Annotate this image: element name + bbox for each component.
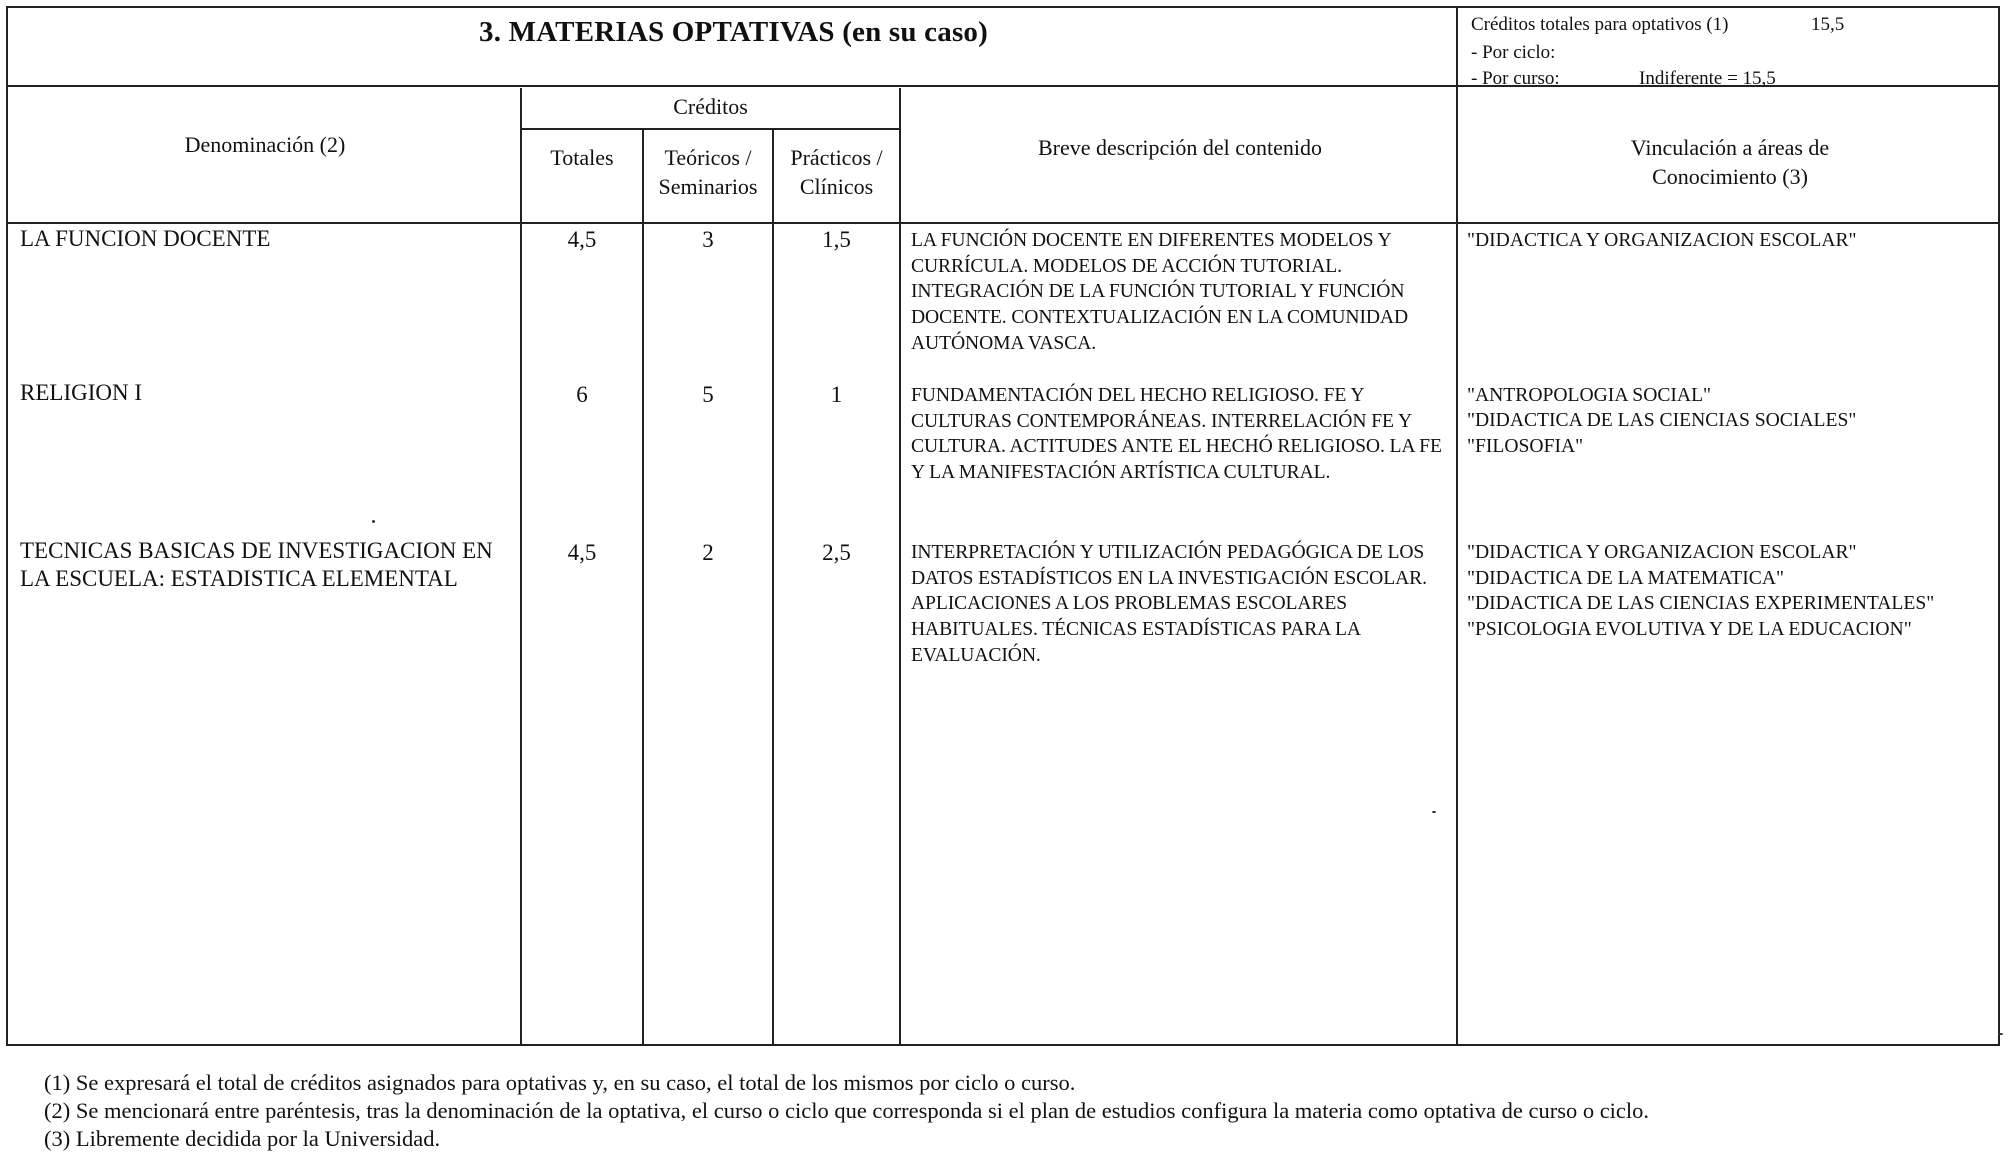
summary-ciclo-label: - Por ciclo:	[1471, 42, 1556, 63]
row-2-name: RELIGION I	[20, 380, 142, 405]
row-1-teoricos: 3	[702, 227, 714, 252]
header-vinculacion: Vinculación a áreas de Conocimiento (3)	[1630, 135, 1830, 189]
header-practicos: Prácticos / Clínicos	[790, 145, 883, 199]
row-1-practicos: 1,5	[822, 227, 851, 252]
footnote-3: (3) Libremente decidida por la Universidad.	[44, 1126, 441, 1151]
row-1-area-1: "DIDACTICA Y ORGANIZACION ESCOLAR"	[1467, 230, 1857, 251]
col-divider-4	[899, 88, 901, 1046]
header-descripcion: Breve descripción del contenido	[1037, 135, 1323, 160]
header-bottom-rule	[6, 222, 2000, 224]
row-3-name: TECNICAS BASICAS DE INVESTIGACION EN LA ESCUELA: ESTADISTICA ELEMENTAL	[20, 538, 493, 591]
page-title: 3. MATERIAS OPTATIVAS (en su caso)	[479, 16, 988, 48]
summary-total-label: Créditos totales para optativos (1)	[1471, 14, 1729, 35]
header-teoricos: Teóricos / Seminarios	[658, 145, 758, 199]
row-3-teoricos: 2	[702, 540, 714, 565]
row-2-totales: 6	[576, 382, 588, 407]
summary-curso-label: - Por curso:	[1471, 68, 1560, 89]
row-3-description: INTERPRETACIÓN Y UTILIZACIÓN PEDAGÓGICA DE LOS DATOS ESTADÍSTICOS EN LA INVESTIGACIÓN ESCOLAR. APLICACIONES A LOS PROBLEMAS ESCOLARES HABITUALES. TÉCNICAS ESTADÍSTICAS PARA LA EVALUACIÓN.	[911, 542, 1427, 666]
footnote-2: (2) Se mencionará entre paréntesis, tras la denominación de la optativa, el curso o ciclo que corresponda si el plan de estudios configura la materia como optativa de curso o ciclo.	[44, 1098, 1650, 1123]
summary-total-value: 15,5	[1811, 14, 1845, 35]
header-creditos: Créditos	[673, 94, 748, 119]
row-3-totales: 4,5	[567, 540, 597, 565]
row-3-practicos: 2,5	[822, 540, 851, 565]
col-divider-5	[1456, 88, 1458, 1046]
row-2-area-1: "ANTROPOLOGIA SOCIAL"	[1467, 385, 1712, 406]
footnote-1: (1) Se expresará el total de créditos asignados para optativas y, en su caso, el total de los mismos por ciclo o curso.	[44, 1070, 1076, 1095]
scan-speck	[1432, 811, 1436, 813]
row-2-description: FUNDAMENTACIÓN DEL HECHO RELIGIOSO. FE Y CULTURAS CONTEMPORÁNEAS. INTERRELACIÓN FE Y CULTURA. ACTITUDES ANTE EL HECHÓ RELIGIOSO. LA FE Y LA MANIFESTACIÓN ARTÍSTICA CULTURAL.	[911, 385, 1442, 484]
row-2-area-3: "FILOSOFIA"	[1467, 436, 1584, 457]
row-2-practicos: 1	[830, 382, 843, 407]
col-divider-3	[772, 128, 774, 1046]
header-denominacion: Denominación (2)	[184, 132, 346, 157]
summary-curso-value: Indiferente = 15,5	[1639, 68, 1776, 89]
row-1-description: LA FUNCIÓN DOCENTE EN DIFERENTES MODELOS Y CURRÍCULA. MODELOS DE ACCIÓN TUTORIAL. INTEGRACIÓN DE LA FUNCIÓN TUTORIAL Y FUNCIÓN DOCENTE. CONTEXTUALIZACIÓN EN LA COMUNIDAD AUTÓNOMA VASCA.	[911, 230, 1409, 354]
col-divider-2	[642, 128, 644, 1046]
scan-speck	[1998, 1033, 2003, 1035]
row-1-totales: 4,5	[567, 227, 597, 252]
row-3-area-1: "DIDACTICA Y ORGANIZACION ESCOLAR"	[1467, 542, 1857, 563]
creditos-rule	[520, 128, 901, 130]
row-1-name: LA FUNCION DOCENTE	[20, 226, 271, 251]
header-totales: Totales	[550, 145, 614, 170]
row-2-teoricos: 5	[702, 382, 714, 407]
row-2-area-2: "DIDACTICA DE LAS CIENCIAS SOCIALES"	[1467, 410, 1857, 431]
scan-speck	[372, 520, 375, 523]
row-3-area-3: "DIDACTICA DE LAS CIENCIAS EXPERIMENTALES"	[1467, 593, 1935, 614]
row-3-area-4: "PSICOLOGIA EVOLUTIVA Y DE LA EDUCACION"	[1467, 619, 1912, 640]
row-3-area-2: "DIDACTICA DE LA MATEMATICA"	[1467, 568, 1784, 589]
